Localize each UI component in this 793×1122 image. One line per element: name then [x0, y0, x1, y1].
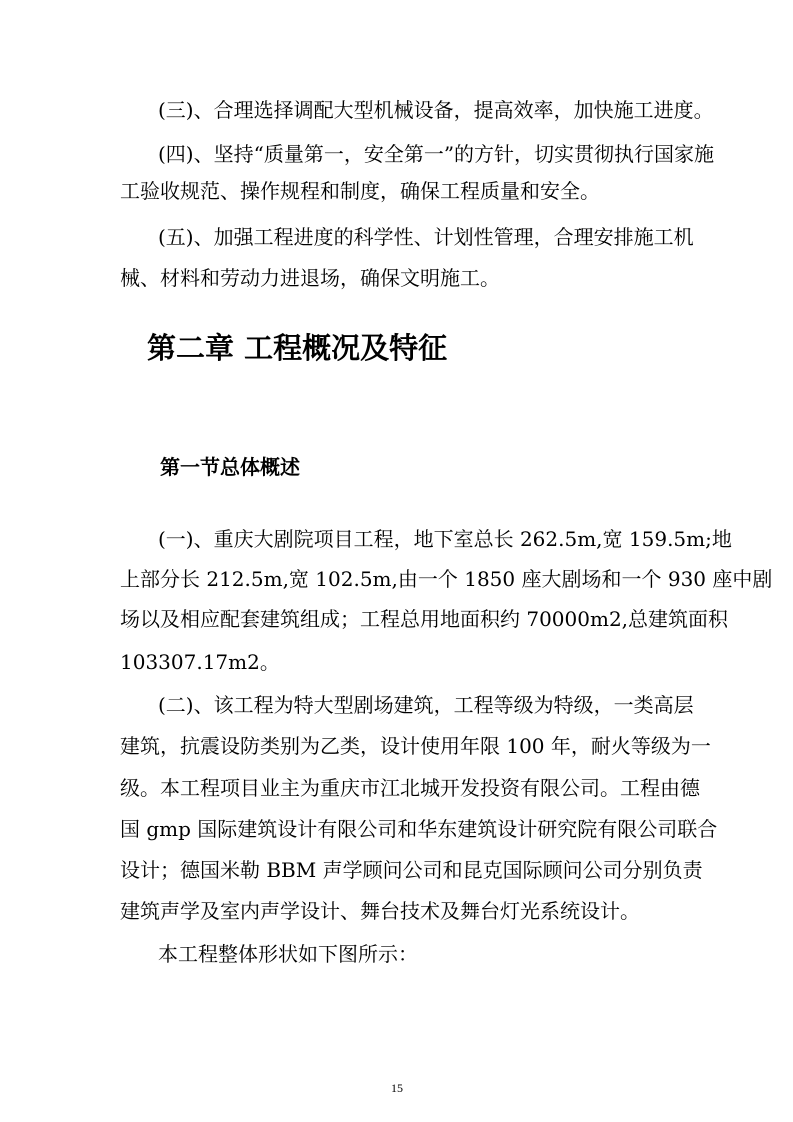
paragraph-line: (一)、重庆大剧院项目工程，地下室总长 262.5m,宽 159.5m;地: [158, 527, 732, 551]
paragraph-line: (五)、加强工程进度的科学性、计划性管理，合理安排施工机: [158, 225, 694, 249]
paragraph-line: 本工程整体形状如下图所示：: [158, 942, 418, 966]
paragraph-line: (二)、该工程为特大型剧场建筑，工程等级为特级，一类高层: [158, 693, 694, 717]
paragraph-line: 械、材料和劳动力进退场，确保文明施工。: [120, 266, 500, 290]
paragraph-line: 建筑，抗震设防类别为乙类，设计使用年限 100 年，耐火等级为一: [120, 734, 711, 758]
paragraph-line: 设计；德国米勒 BBM 声学顾问公司和昆克国际顾问公司分别负责: [120, 858, 703, 882]
paragraph-line: (三)、合理选择调配大型机械设备，提高效率，加快施工进度。: [158, 98, 714, 122]
paragraph-line: 建筑声学及室内声学设计、舞台技术及舞台灯光系统设计。: [120, 899, 640, 923]
paragraph-line: 上部分长 212.5m,宽 102.5m,由一个 1850 座大剧场和一个 930 座中剧: [120, 567, 773, 591]
paragraph-line: (四)、坚持“质量第一，安全第一”的方针，切实贯彻执行国家施: [158, 142, 715, 166]
section-title: 第一节总体概述: [160, 455, 300, 479]
paragraph-line: 103307.17m2。: [120, 650, 280, 674]
page-number: 15: [391, 1081, 403, 1095]
paragraph-line: 场以及相应配套建筑组成；工程总用地面积约 70000m2,总建筑面积: [120, 607, 729, 631]
paragraph-line: 工验收规范、操作规程和制度，确保工程质量和安全。: [120, 179, 600, 203]
chapter-title: 第二章 工程概况及特征: [147, 331, 448, 365]
paragraph-line: 级。本工程项目业主为重庆市江北城开发投资有限公司。工程由德: [120, 776, 700, 800]
paragraph-line: 国 gmp 国际建筑设计有限公司和华东建筑设计研究院有限公司联合: [120, 817, 718, 841]
